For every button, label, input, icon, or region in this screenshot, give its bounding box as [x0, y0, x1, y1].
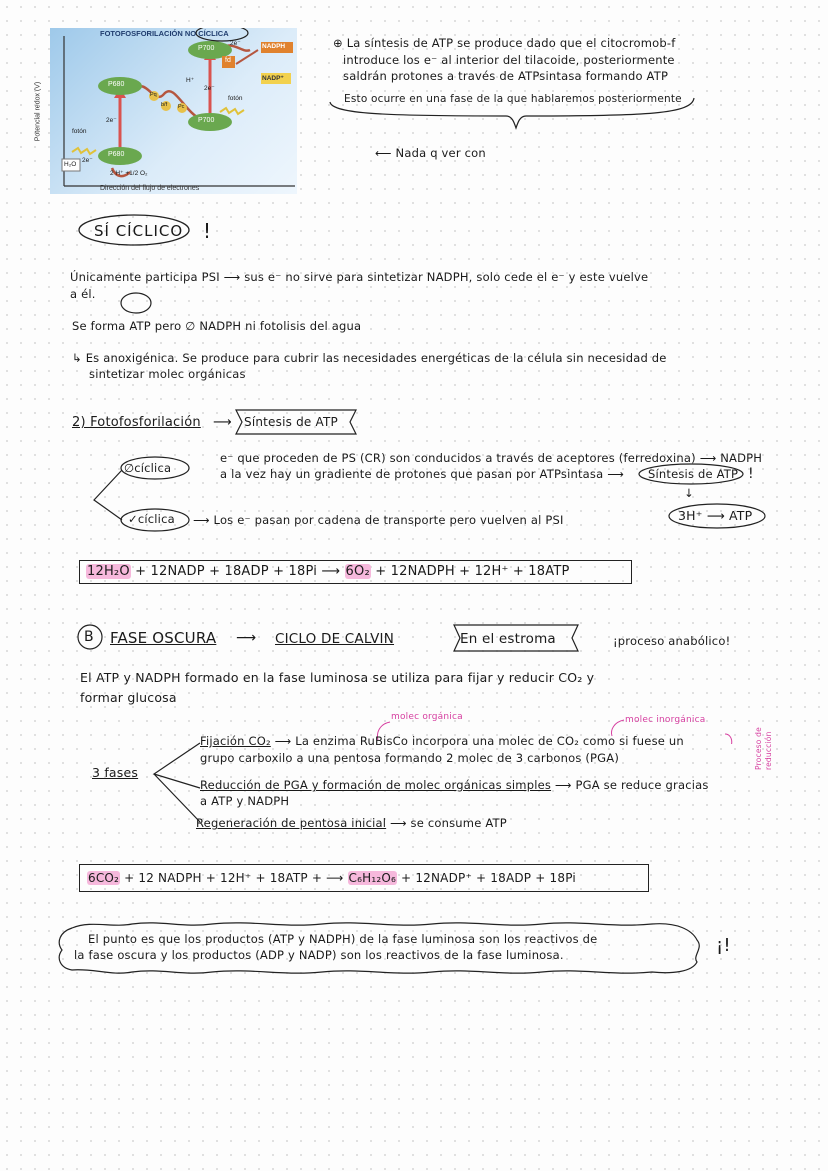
note-arrow: ⟵ Nada q ver con [375, 146, 486, 160]
eq1-o2: 6O₂ [345, 564, 370, 579]
ciclico-line-3: Se forma ATP pero ∅ NADPH ni fotolisis del agua [72, 319, 362, 333]
eq1-rest-2: + 12NADPH + 12H⁺ + 18ATP [370, 564, 570, 579]
equation-2 [87, 870, 576, 886]
f1-title: Fijación CO₂ [200, 734, 271, 748]
summary-line-2: la fase oscura y los productos (ADP y NADP) son los reactivos de la fase luminosa. [74, 948, 564, 962]
f1-text-2: grupo carboxilo a una pentosa formando 2 molec de 3 carbonos (PGA) [200, 751, 620, 765]
label-p680-bottom: P680 [108, 151, 125, 158]
label-h-plus: H⁺ [186, 77, 195, 84]
note-line-3: saldrán protones a través de ATPsintasa formando ATP [343, 69, 669, 83]
f3-text: ⟶ se consume ATP [390, 816, 507, 830]
diagram-title: FOTOFOSFORILACIÓN NO CÍCLICA [100, 29, 229, 38]
diagram-x-label: Dirección del flujo de electrones [100, 185, 200, 192]
label-p700-bottom: P700 [198, 117, 215, 124]
label-bf: b/f [161, 102, 168, 108]
section-b-letter: B [84, 629, 94, 645]
summary-exclaim: ¡! [716, 935, 731, 956]
diagram-graphic [50, 28, 297, 194]
ciclico-line-2: a él. [70, 287, 96, 301]
label-h2o: H₂O [64, 161, 77, 168]
photon-wave [220, 108, 244, 114]
ciclico-exclaim: ! [203, 219, 212, 243]
fo-line-2: formar glucosa [80, 690, 177, 705]
eq2-rest-2: + 12NADP⁺ + 18ADP + 18Pi [397, 871, 576, 885]
label-fd: fd [225, 57, 231, 64]
fo-line-1: El ATP y NADPH formado en la fase luminosa se utiliza para fijar y reducir CO₂ y [80, 670, 595, 685]
note-molec-organica: molec orgánica [391, 712, 463, 722]
cycle-loop-icon [118, 290, 154, 316]
branch-no-ciclica: ∅cíclica [124, 461, 172, 475]
fase-oscura-arrow: ⟶ [236, 630, 257, 646]
calvin-cycle: CICLO DE CALVIN [275, 631, 395, 647]
eq2-rest-1: + 12 NADPH + 12H⁺ + 18ATP + ⟶ [120, 871, 348, 885]
ciclico-title: SÍ CÍCLICO [94, 222, 184, 240]
f2-text-2: a ATP y NADPH [200, 794, 290, 808]
c-line: ⟶ Los e⁻ pasan por cadena de transporte pero vuelven al PSI [193, 513, 564, 527]
fases-label: 3 fases [92, 765, 139, 780]
label-foton-2: fotón [228, 95, 243, 102]
label-nadph: NADPH [262, 43, 286, 50]
note-line-2: introduce los e⁻ al interior del tilacoide, posteriormente [343, 53, 675, 67]
eq1-rest-1: + 12NADP + 18ADP + 18Pi ⟶ [130, 564, 345, 579]
fotofos-result: Síntesis de ATP [244, 415, 338, 429]
anabolic: ¡proceso anabólico! [613, 634, 731, 648]
equation-1 [86, 563, 570, 581]
eq2-co2: 6CO₂ [88, 871, 120, 885]
label-p700-top: P700 [198, 45, 215, 52]
label-protons-o2: 2 H⁺ +1/2 O₂ [110, 170, 148, 177]
label-2e-2: 2e⁻ [204, 85, 215, 92]
f2-title: Reducción de PGA y formación de molec orgánicas simples [200, 778, 552, 792]
note-reduccion: Proceso de reducción [754, 727, 774, 770]
photon-wave [72, 148, 96, 154]
ciclico-line-1: Únicamente participa PSI ⟶ sus e⁻ no sirve para sintetizar NADPH, solo cede el e⁻ y este vuelve [70, 270, 649, 284]
fotofos-arrow: ⟶ [213, 415, 232, 430]
ratio-text: 3H⁺ ⟶ ATP [678, 508, 753, 523]
nc-exclaim: ! [748, 466, 754, 482]
fases-branches [150, 740, 202, 830]
f2-text: ⟶ PGA se reduce gracias [554, 778, 709, 792]
label-2e-1: 2e⁻ [106, 117, 117, 124]
ciclico-line-4: ↳ Es anoxigénica. Se produce para cubrir las necesidades energéticas de la célula sin necesidad de [72, 351, 667, 365]
fd-to-nadph [236, 50, 258, 64]
summary-line-1: El punto es que los productos (ATP y NADPH) de la fase luminosa son los reactivos de [88, 932, 598, 946]
ratio-down-arrow: ↓ [684, 486, 694, 500]
nc-line-2: a la vez hay un gradiente de protones que pasan por ATPsintasa ⟶ [220, 467, 624, 481]
f3-row [196, 816, 507, 832]
label-2e-4: 2e⁻ [82, 157, 93, 164]
branch-si-ciclica: ✓cíclica [128, 512, 175, 526]
label-pq: Pq [150, 92, 157, 98]
fase-oscura-title: FASE OSCURA [110, 629, 217, 647]
photophosphorylation-diagram [34, 28, 297, 194]
note-brace [326, 88, 698, 132]
note-line-4: Esto ocurre en una fase de la que hablaremos posteriormente [344, 93, 682, 105]
label-pc: Pc [178, 104, 185, 110]
estroma: En el estroma [460, 631, 556, 647]
f1-row [200, 734, 684, 750]
f2-row [200, 778, 709, 794]
fotofos-heading: 2) Fotofosforilación [72, 415, 201, 430]
note-line-1: ⊕ La síntesis de ATP se produce dado que el citocromob-f [333, 36, 676, 50]
eq2-glucose: C₆H₁₂O₆ [348, 871, 397, 885]
note-molec-inorganica: molec inorgánica [625, 715, 706, 725]
nc-line-1: e⁻ que proceden de PS (CR) son conducidos a través de aceptores (ferredoxina) ⟶ NADPH [220, 451, 763, 465]
ciclico-line-5: sintetizar molec orgánicas [89, 367, 246, 381]
label-p680-top: P680 [108, 81, 125, 88]
label-foton-1: fotón [72, 128, 87, 135]
label-nadp: NADP⁺ [262, 75, 284, 82]
eq1-h2o: 12H₂O [87, 564, 130, 579]
label-2e-3: 2e⁻ [230, 40, 241, 47]
nc-box: Síntesis de ATP [648, 467, 739, 481]
diagram-y-label: Potencial redox (V) [34, 81, 42, 142]
f1-text: ⟶ La enzima RuBisCo incorpora una molec de CO₂ como si fuese un [274, 734, 684, 748]
f3-title: Regeneración de pentosa inicial [196, 816, 387, 830]
